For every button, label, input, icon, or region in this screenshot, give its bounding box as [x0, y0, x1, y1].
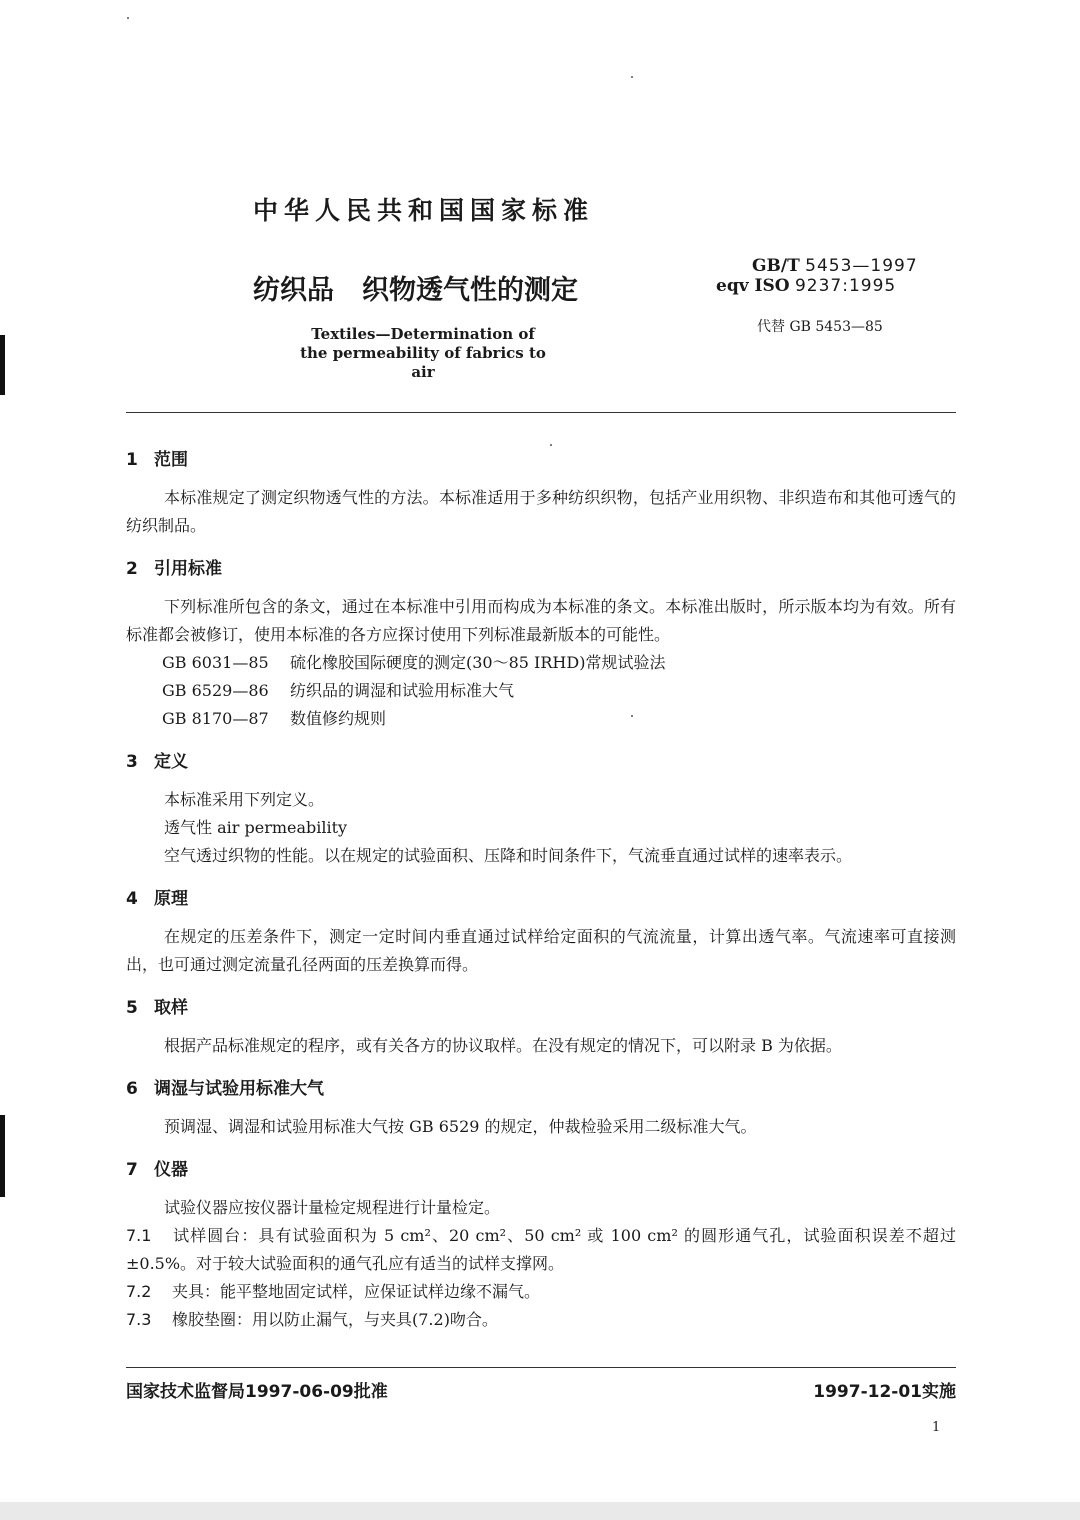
equivalence-number: 9237:1995	[794, 276, 897, 296]
section-heading-7: 7 仪器	[126, 1160, 188, 1180]
approval-date: 国家技术监督局1997-06-09批准	[126, 1382, 388, 1402]
document-title-cn	[253, 268, 578, 307]
definition-text: 空气透过织物的性能。以在规定的试验面积、压降和时间条件下，气流垂直通过试样的速率表示。	[164, 846, 853, 865]
standard-prefix: GB/T	[752, 256, 800, 276]
page-number: 1	[932, 1420, 941, 1435]
section-heading-6: 6 调湿与试验用标准大气	[126, 1079, 324, 1099]
section-2-text: 下列标准所包含的条文，通过在本标准中引用而构成为本标准的条文。本标准出版时，所示版本均为有效。所有标准都会被修订，使用本标准的各方应探讨使用下列标准最新版本的可能性。	[126, 597, 956, 644]
replaces-note: 代替 GB 5453—85	[757, 319, 883, 335]
section-4-text: 在规定的压差条件下，测定一定时间内垂直通过试样给定面积的气流流量，计算出透气率。气流速率可直接测出，也可通过测定流量孔径两面的压差换算而得。	[126, 927, 956, 974]
subclause-7-2: 7.2 夹具：能平整地固定试样，应保证试样边缘不漏气。	[126, 1282, 541, 1301]
section-heading-5: 5 取样	[126, 998, 188, 1018]
standard-number: 5453—1997	[805, 256, 918, 276]
standard-code	[716, 256, 918, 276]
section-5-text: 根据产品标准规定的程序，或有关各方的协议取样。在没有规定的情况下，可以附录 B 为依据。	[164, 1036, 842, 1055]
section-heading-1: 1 范围	[126, 450, 188, 470]
section-1-text: 本标准规定了测定织物透气性的方法。本标准适用于多种纺织织物，包括产业用织物、非织造布和其他可透气的纺织制品。	[126, 488, 956, 535]
header-divider	[126, 412, 956, 413]
section-heading-3: 3 定义	[126, 752, 188, 772]
reference-item: GB 6031—85 硫化橡胶国际硬度的测定(30～85 IRHD)常规试验法	[162, 653, 666, 672]
section-3-intro: 本标准采用下列定义。	[164, 790, 325, 809]
effective-date: 1997-12-01实施	[813, 1382, 956, 1402]
standard-code-block	[716, 256, 918, 296]
section-heading-2: 2 引用标准	[126, 559, 222, 579]
scan-edge-top	[0, 335, 5, 395]
document-body	[126, 445, 956, 1334]
subclause-7-1: 7.1 试样圆台：具有试验面积为 5 cm²、20 cm²、50 cm² 或 100 cm² 的圆形通气孔，试验面积误差不超过±0.5%。对于较大试验面积的通气孔应有适当的试样支撑网。	[126, 1226, 956, 1273]
scan-bottom-band	[0, 1502, 1080, 1520]
title-cn-part2: 织物透气性的测定	[362, 275, 578, 306]
national-standard-heading: 中华人民共和国国家标准	[253, 196, 595, 225]
equivalence-prefix: eqv ISO	[716, 276, 790, 296]
scan-speck	[127, 17, 129, 19]
scan-edge-bottom	[0, 1115, 5, 1197]
title-cn-part1: 纺织品	[253, 275, 334, 306]
section-7-intro: 试验仪器应按仪器计量检定规程进行计量检定。	[164, 1198, 501, 1217]
equivalence-code	[716, 276, 918, 296]
footer-divider	[126, 1367, 956, 1368]
document-title-en: Textiles—Determination of the permeability of fabrics to air	[300, 325, 546, 381]
reference-item: GB 8170—87 数值修约规则	[162, 709, 387, 728]
reference-item: GB 6529—86 纺织品的调湿和试验用标准大气	[162, 681, 515, 700]
subclause-7-3: 7.3 橡胶垫圈：用以防止漏气，与夹具(7.2)吻合。	[126, 1310, 498, 1329]
definition-term: 透气性 air permeability	[164, 818, 348, 837]
section-heading-4: 4 原理	[126, 889, 188, 909]
scan-speck	[631, 76, 633, 78]
section-6-text: 预调湿、调湿和试验用标准大气按 GB 6529 的规定，仲裁检验采用二级标准大气。	[164, 1117, 757, 1136]
